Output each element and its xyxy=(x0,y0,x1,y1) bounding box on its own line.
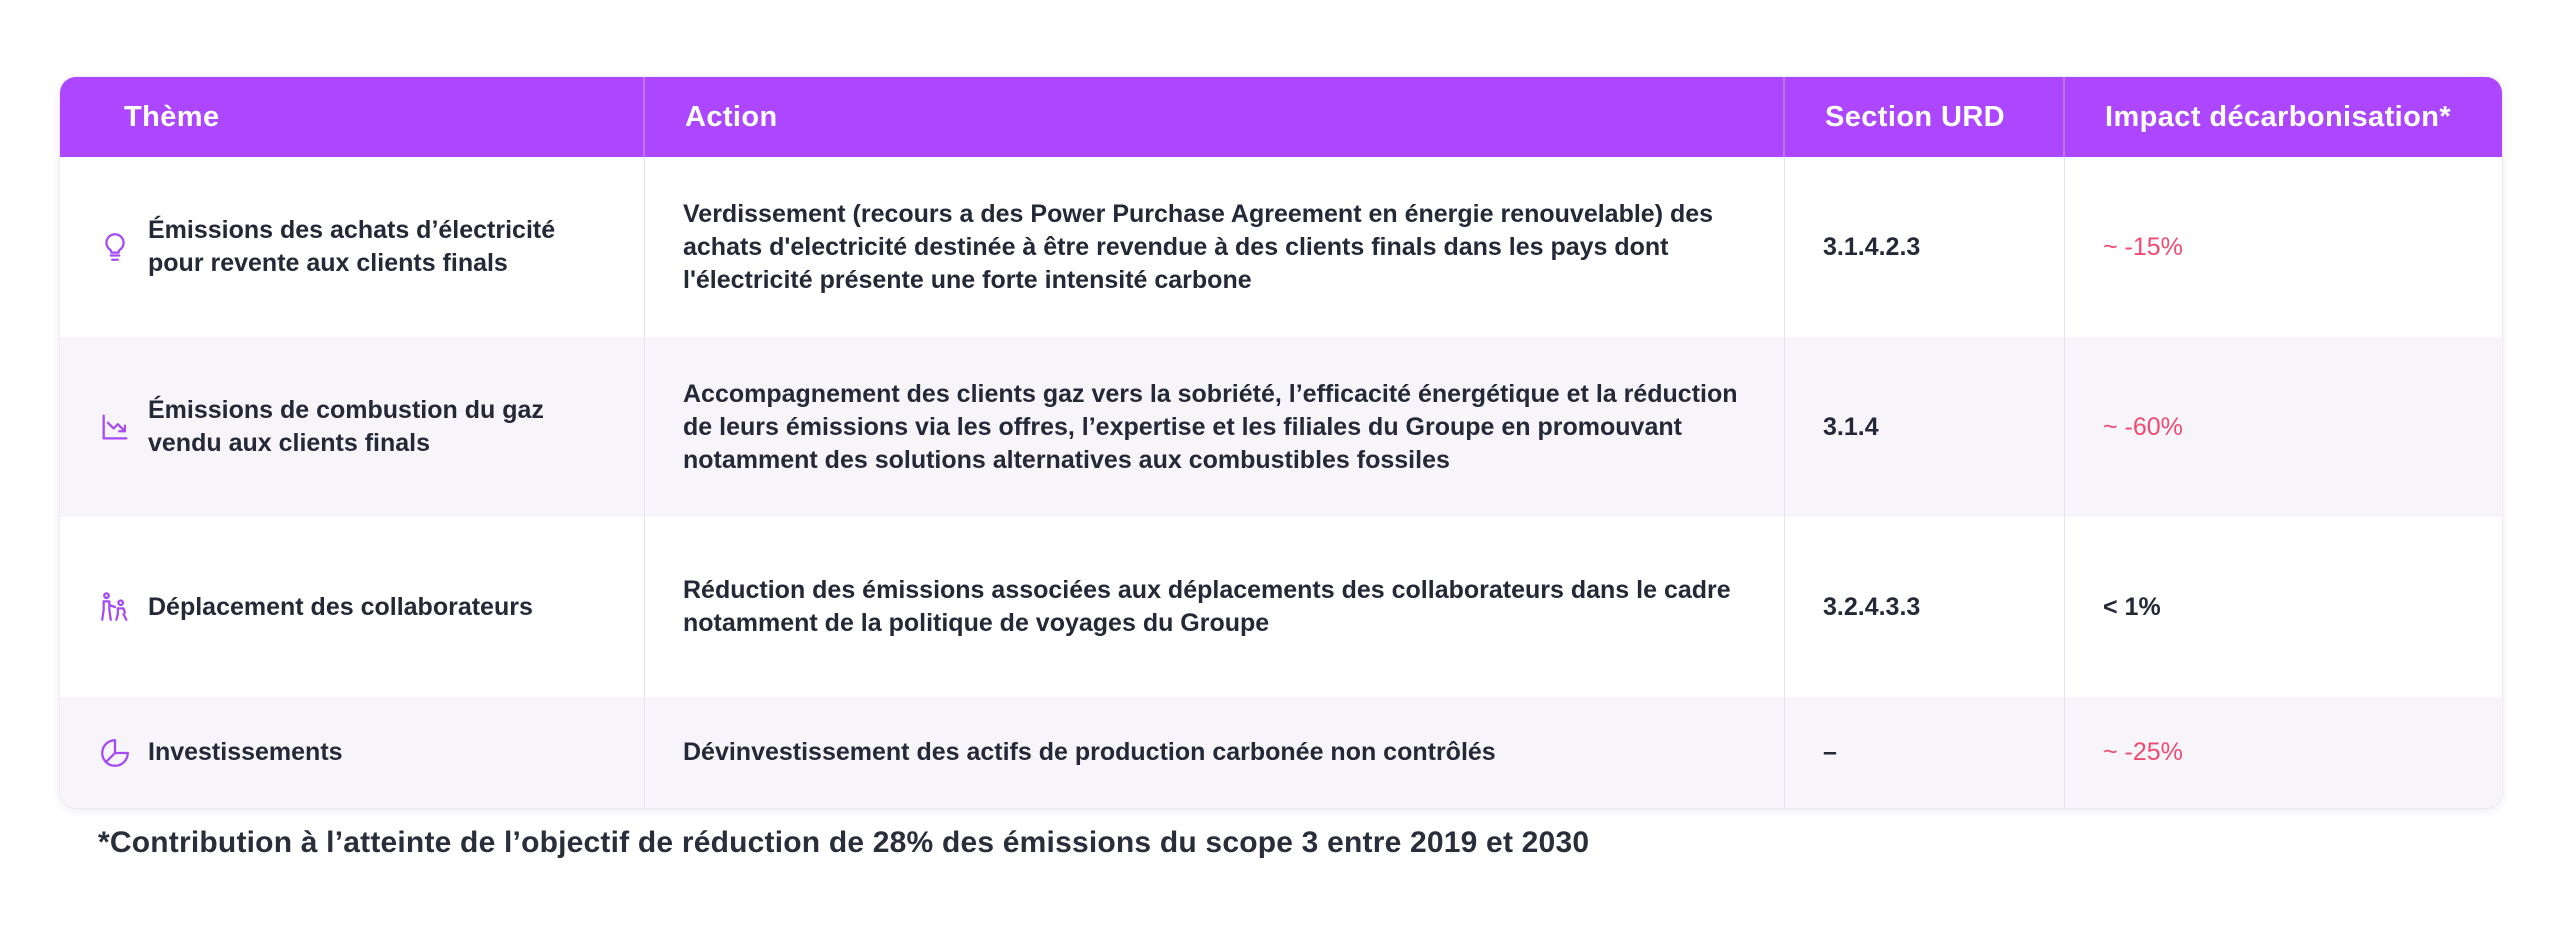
theme-cell xyxy=(60,337,645,517)
theme-cell xyxy=(60,517,645,697)
action-cell: Réduction des émissions associées aux déplacements des collaborateurs dans le cadre notamment de la politique de voyages du Groupe xyxy=(645,517,1785,697)
footnote: *Contribution à l’atteinte de l’objectif de réduction de 28% des émissions du scope 3 entre 2019 et 2030 xyxy=(98,826,1590,859)
impact-cell: ~ -60% xyxy=(2103,412,2183,441)
table-row xyxy=(60,157,2502,337)
header-theme: Thème xyxy=(60,77,645,157)
theme-cell xyxy=(60,157,645,337)
theme-label: Déplacement des collaborateurs xyxy=(148,592,533,621)
header-section: Section URD xyxy=(1785,77,2065,157)
theme-label: Émissions de combustion du gaz vendu aux clients finals xyxy=(148,396,544,457)
chart-trending-down-icon xyxy=(96,408,134,446)
header-impact: Impact décarbonisation* xyxy=(2105,100,2451,133)
pie-chart-icon xyxy=(96,734,134,772)
action-cell: Accompagnement des clients gaz vers la sobriété, l’efficacité énergétique et la réduction de leurs émissions via les offres, l’expertise et les filiales du Groupe en promouvant notamment des solutions alternatives aux combustibles fossiles xyxy=(645,337,1785,517)
table-row xyxy=(60,517,2502,697)
section-cell: – xyxy=(1785,697,2065,808)
section-cell: 3.2.4.3.3 xyxy=(1785,517,2065,697)
theme-label: Investissements xyxy=(148,738,343,766)
people-travel-icon xyxy=(96,588,134,626)
action-cell: Dévinvestissement des actifs de production carbonée non contrôlés xyxy=(645,697,1785,808)
impact-cell: ~ -25% xyxy=(2103,738,2183,766)
section-cell: 3.1.4.2.3 xyxy=(1785,157,2065,337)
header-action: Action xyxy=(645,77,1785,157)
theme-label: Émissions des achats d’électricité pour revente aux clients finals xyxy=(148,216,556,277)
table-header xyxy=(60,77,2502,157)
decarbonisation-table xyxy=(60,77,2502,808)
table-row xyxy=(60,697,2502,808)
theme-cell xyxy=(60,697,645,808)
table-row xyxy=(60,337,2502,517)
section-cell: 3.1.4 xyxy=(1785,337,2065,517)
action-cell: Verdissement (recours a des Power Purchase Agreement en énergie renouvelable) des achats d'electricité destinée à être revendue à des clients finals dans les pays dont l'électricité présente une forte intensité carbone xyxy=(645,157,1785,337)
lightbulb-icon xyxy=(96,228,134,266)
impact-cell: < 1% xyxy=(2103,592,2161,621)
impact-cell: ~ -15% xyxy=(2103,232,2183,261)
